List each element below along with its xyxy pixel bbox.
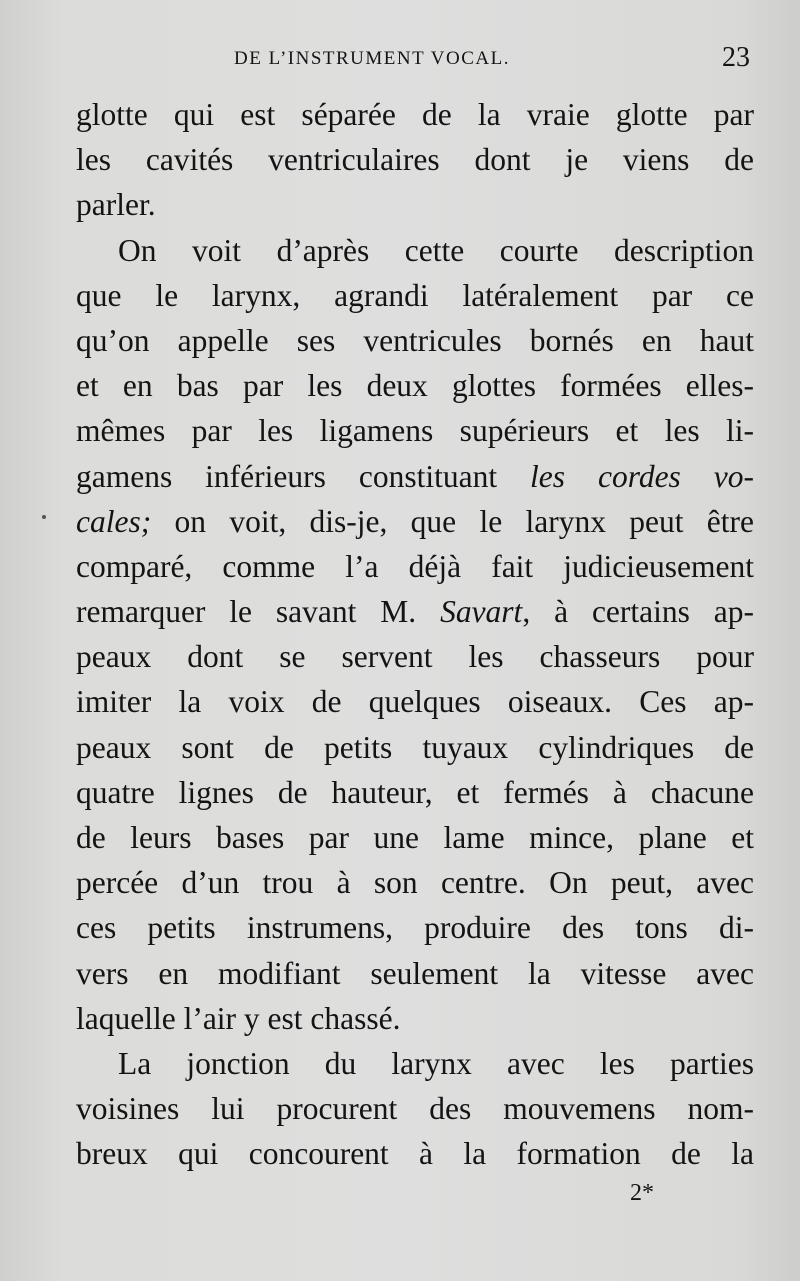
text-segment: remarquer le savant M. bbox=[76, 594, 441, 630]
text-line bbox=[76, 454, 754, 499]
text-line: breux qui concourent à la formation de la bbox=[76, 1136, 754, 1172]
text-segment: , à certains ap- bbox=[522, 594, 754, 630]
signature-mark: 2* bbox=[630, 1180, 654, 1206]
ink-speck bbox=[42, 515, 46, 519]
italic-name: Savart bbox=[440, 594, 523, 630]
running-title: DE L’INSTRUMENT VOCAL. bbox=[234, 48, 510, 69]
body-text bbox=[76, 92, 754, 1177]
page-number: 23 bbox=[722, 42, 750, 73]
text-line: vers en modifiant seulement la vitesse avec bbox=[76, 955, 754, 991]
text-line: et en bas par les deux glottes formées elles- bbox=[76, 368, 754, 404]
text-line: quatre lignes de hauteur, et fermés à chacune bbox=[76, 774, 754, 810]
text-line: mêmes par les ligamens supérieurs et les li- bbox=[76, 413, 754, 449]
text-line bbox=[76, 589, 754, 634]
text-segment: on voit, dis-je, que le larynx peut être bbox=[151, 503, 754, 539]
italic-term: cales; bbox=[76, 503, 152, 539]
text-line: La jonction du larynx avec les parties bbox=[118, 1045, 754, 1081]
text-line: qu’on appelle ses ventricules bornés en haut bbox=[76, 322, 754, 358]
paragraph-1 bbox=[76, 92, 754, 228]
text-line: On voit d’après cette courte description bbox=[118, 232, 754, 268]
text-line: comparé, comme l’a déjà fait judicieusement bbox=[76, 548, 754, 584]
paragraph-3 bbox=[76, 1041, 754, 1177]
text-line: peaux sont de petits tuyaux cylindriques de bbox=[76, 729, 754, 765]
text-line: les cavités ventriculaires dont je viens de bbox=[76, 142, 754, 178]
text-line bbox=[76, 499, 754, 544]
text-line: imiter la voix de quelques oiseaux. Ces ap- bbox=[76, 684, 754, 720]
text-line: que le larynx, agrandi latéralement par ce bbox=[76, 277, 754, 313]
text-line: percée d’un trou à son centre. On peut, avec bbox=[76, 865, 754, 901]
text-line: voisines lui procurent des mouvemens nom- bbox=[76, 1091, 754, 1127]
text-line: de leurs bases par une lame mince, plane et bbox=[76, 820, 754, 855]
italic-term: les cordes vo- bbox=[530, 458, 754, 494]
text-line: laquelle l’air y est chassé. bbox=[76, 1000, 401, 1036]
paragraph-2 bbox=[76, 228, 754, 1041]
page-header bbox=[76, 42, 750, 76]
text-line: glotte qui est séparée de la vraie glotte par bbox=[76, 97, 754, 132]
text-line: parler. bbox=[76, 187, 156, 223]
text-line: ces petits instrumens, produire des tons di- bbox=[76, 910, 754, 946]
text-line: peaux dont se servent les chasseurs pour bbox=[76, 639, 754, 675]
text-segment: gamens inférieurs constituant bbox=[76, 458, 531, 494]
